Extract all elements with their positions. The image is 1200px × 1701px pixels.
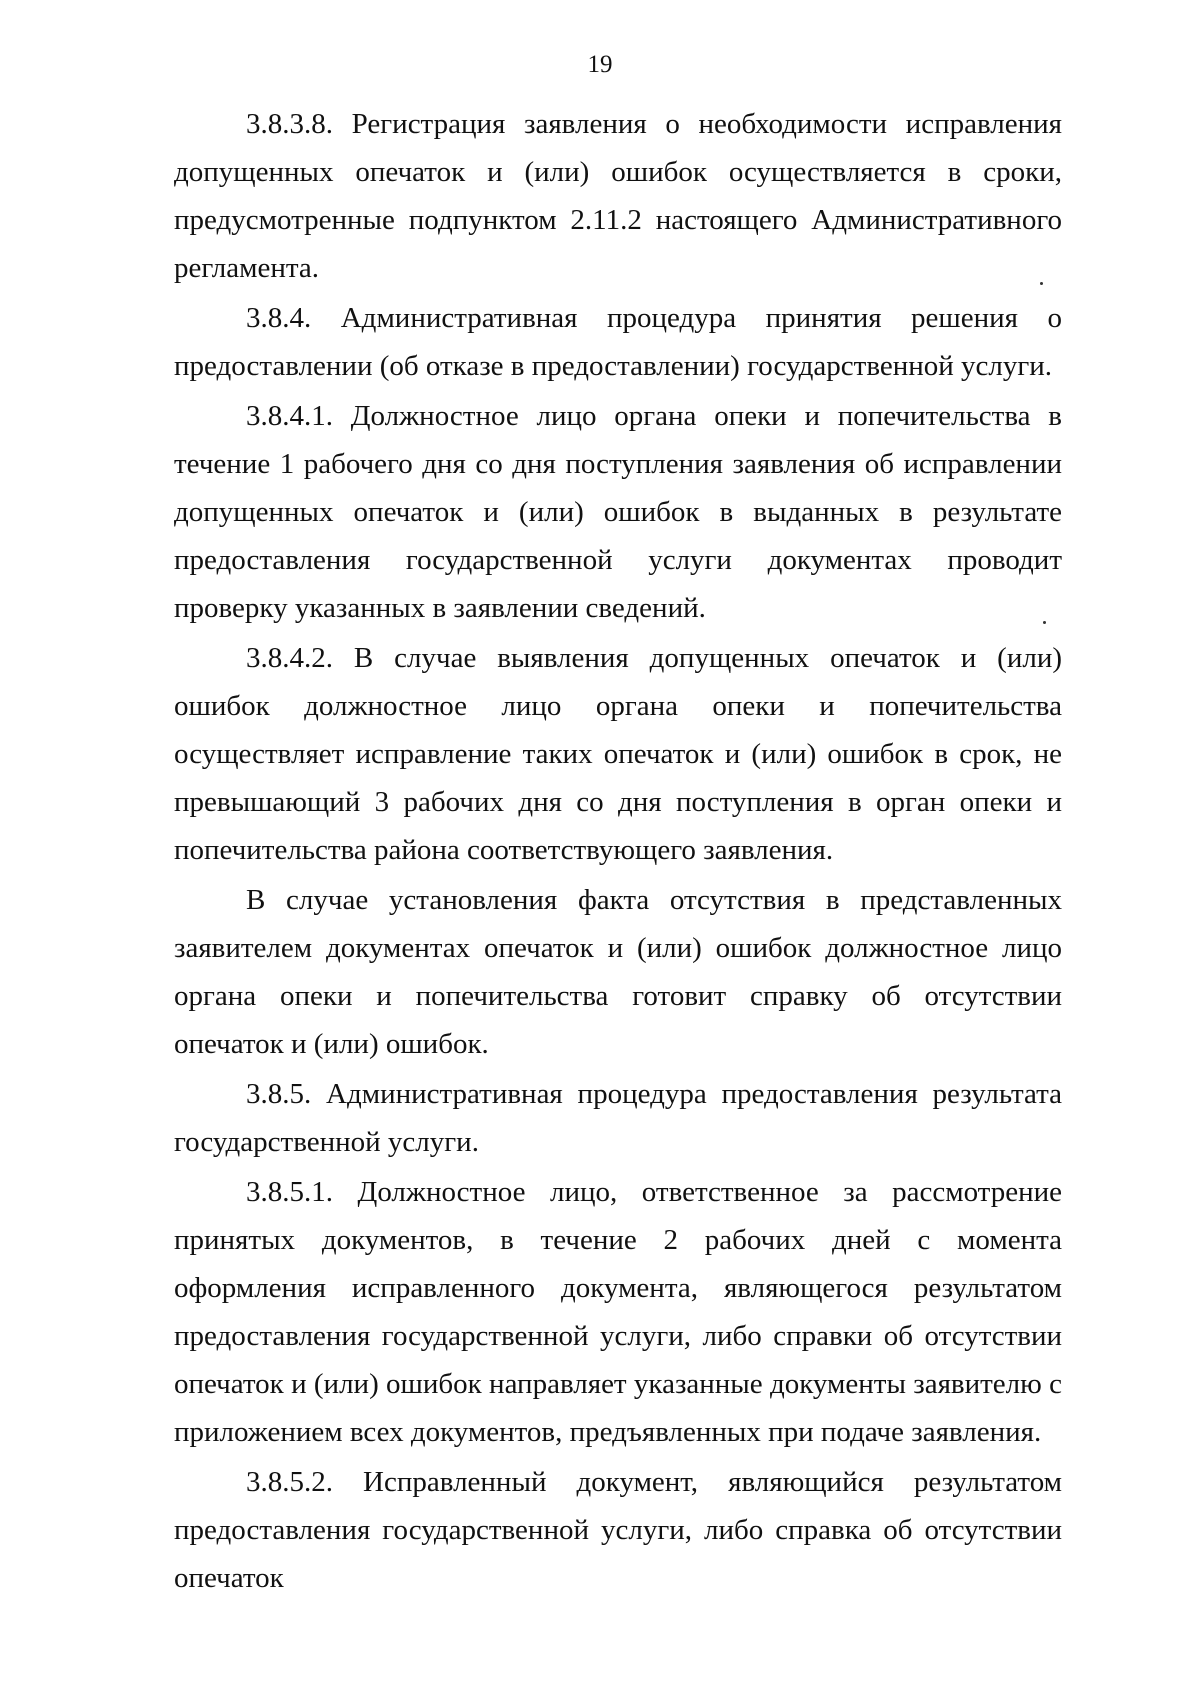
paragraph-3-8-4-2: 3.8.4.2. В случае выявления допущенных опечаток и (или) ошибок должностное лицо органа опеки и попечительства осуществляет исправление таких опечаток и (или) ошибок в срок, не превышающий 3 рабочих дня со дня поступления в орган опеки и попечительства района соответствующего заявления. [174, 642, 1062, 866]
paragraph-no-errors-certificate: В случае установления факта отсутствия в представленных заявителем документах опечаток и (или) ошибок должностное лицо органа опеки и попечительства готовит справку об отсутствии опечаток и (или) ошибок. [174, 884, 1062, 1060]
document-body [174, 100, 1062, 1602]
paragraph-3-8-5-1: 3.8.5.1. Должностное лицо, ответственное за рассмотрение принятых документов, в течение 2 рабочих дней с момента оформления исправленного документа, являющегося результатом предоставления государственной услуги, либо справки об отсутствии опечаток и (или) ошибок направляет указанные документы заявителю с приложением всех документов, предъявленных при подаче заявления. [174, 1176, 1062, 1448]
paragraph-3-8-5: 3.8.5. Административная процедура предоставления результата государственной услуги. [174, 1078, 1062, 1158]
page-number: 19 [587, 51, 613, 78]
paragraph-3-8-4: 3.8.4. Административная процедура принятия решения о предоставлении (об отказе в предоставлении) государственной услуги. [174, 302, 1062, 382]
scan-speck [1043, 621, 1046, 624]
scan-speck [1040, 282, 1043, 285]
paragraph-3-8-5-2: 3.8.5.2. Исправленный документ, являющийся результатом предоставления государственной услуги, либо справка об отсутствии опечаток [174, 1466, 1062, 1594]
paragraph-3-8-3-8: 3.8.3.8. Регистрация заявления о необходимости исправления допущенных опечаток и (или) ошибок осуществляется в сроки, предусмотренные подпунктом 2.11.2 настоящего Административного регламента. [174, 108, 1062, 284]
paragraph-3-8-4-1: 3.8.4.1. Должностное лицо органа опеки и попечительства в течение 1 рабочего дня со дня поступления заявления об исправлении допущенных опечаток и (или) ошибок в выданных в результате предоставления государственной услуги документах проводит проверку указанных в заявлении сведений. [174, 400, 1062, 624]
